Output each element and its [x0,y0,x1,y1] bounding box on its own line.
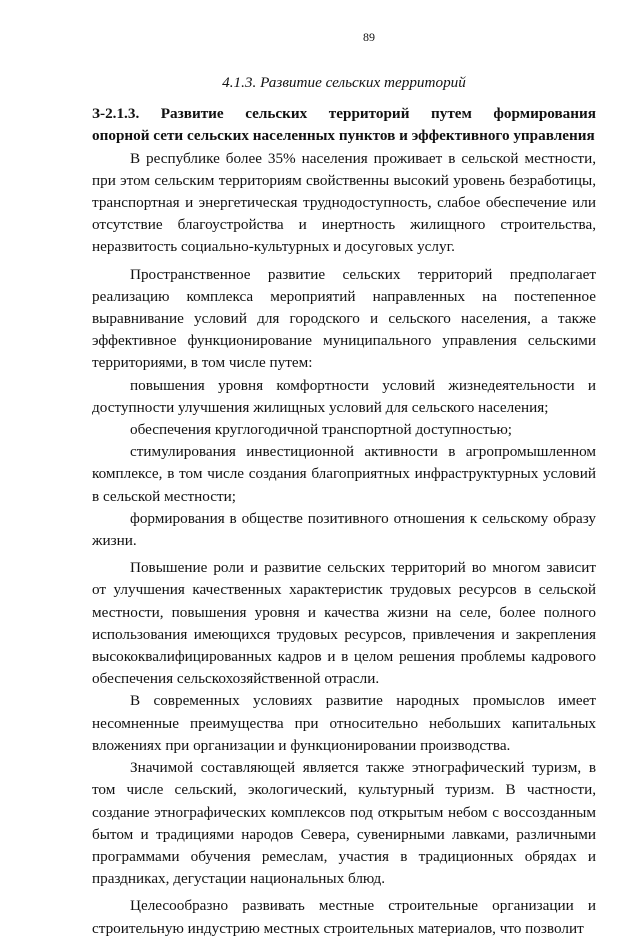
paragraph-folk-crafts: В современных условиях развитие народных промыслов имеет несомненные преимущества при относительно небольших капитальных вложениях при организации и функционировании производства. [92,692,596,754]
paragraph-construction-industry: Целесообразно развивать местные строительные организации и строительную индустрию местных строительных материалов, что позволит [92,897,596,937]
subheading-line-1: З-2.1.3. Развитие сельских территорий путем формирования [92,105,596,123]
list-item-investment-activity: стимулирования инвестиционной активности в агропромышленном комплексе, в том числе создания благоприятных инфраструктурных условий в сельской местности; [92,443,596,505]
paragraph-spatial-development: Пространственное развитие сельских территорий предполагает реализацию комплекса мероприятий направленных на постепенное выравнивание условий для городского и сельского населения, а также эффективное функционирование муниципального управления сельскими территориями, в том числе путем: [92,265,596,372]
paragraph-rural-population: В республике более 35% населения проживает в сельской местности, при этом сельским территориям свойственны высокий уровень безработицы, транспортная и энергетическая труднодоступность, слабое обеспечение или отсутствие благоустройства и инертность жилищного строительства, неразвитость социально-культурных и досуговых услуг. [92,149,596,256]
paragraph-labor-resources: Повышение роли и развитие сельских территорий во многом зависит от улучшения качественных характеристик трудовых ресурсов в сельской местности, повышения уровня и качества жизни на селе, более полного использования имеющихся трудовых ресурсов, привлечения и закрепления высококвалифицированных кадров и в целом решения проблемы кадрового обеспечения сельскохозяйственной отрасли. [92,559,596,688]
page-number: 89 [363,30,375,44]
paragraph-ethnographic-tourism: Значимой составляющей является также этнографический туризм, в том числе сельский, экологический, культурный туризм. В частности, создание этнографических комплексов под открытым небом с воссозданным бытом и традициями народов Севера, сувенирными лавками, различными программами обучения ремеслам, участия в традиционных обрядах и праздниках, дегустации национальных блюд. [92,759,596,888]
list-item-transport-access: обеспечения круглогодичной транспортной доступностью; [130,421,513,439]
list-item-living-conditions: повышения уровня комфортности условий жизнедеятельности и доступности улучшения жилищных условий для сельского населения; [92,376,596,416]
section-title: 4.1.3. Развитие сельских территорий [222,74,466,91]
subheading-line-2: опорной сети сельских населенных пунктов и эффективного управления [92,127,595,145]
list-item-rural-lifestyle: формирования в обществе позитивного отношения к сельскому образу жизни. [92,509,596,550]
